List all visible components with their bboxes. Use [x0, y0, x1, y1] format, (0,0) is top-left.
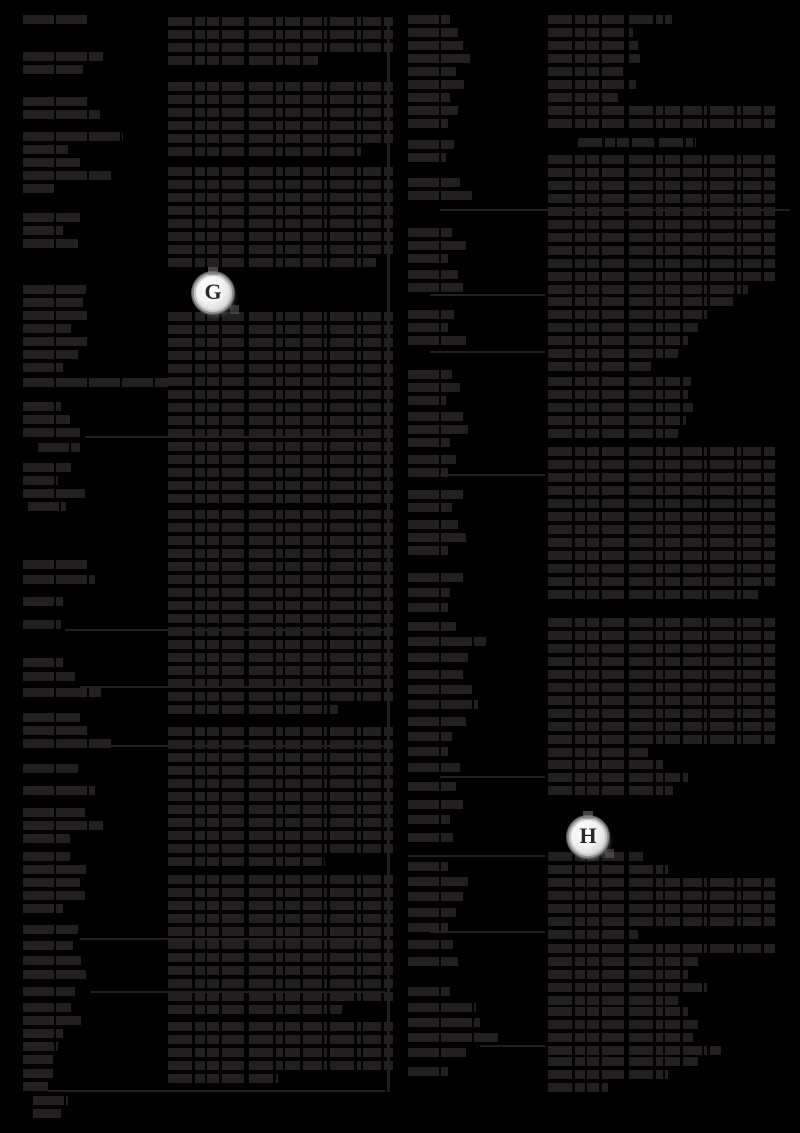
definition-text-line	[548, 80, 636, 89]
definition-text-line	[168, 992, 393, 1001]
definition-text-line	[168, 831, 393, 840]
definition-text-line	[168, 510, 393, 519]
leader-rule	[80, 686, 380, 688]
term-text-line	[408, 54, 470, 63]
term-text-line	[23, 324, 71, 333]
definition-text-line	[548, 538, 775, 547]
definition-text-line	[168, 523, 393, 532]
definition-text-line	[168, 442, 393, 451]
term-text-line	[33, 1096, 68, 1105]
term-text-line	[408, 957, 458, 966]
term-text-line	[23, 1082, 48, 1091]
definition-text-line	[548, 748, 648, 757]
term-text-line	[408, 670, 463, 679]
term-text-line	[23, 65, 83, 74]
term-text-line	[23, 891, 85, 900]
definition-text-line	[548, 1046, 721, 1055]
definition-text-line	[168, 805, 393, 814]
definition-text-line	[548, 349, 678, 358]
definition-text-line	[548, 709, 775, 718]
term-text-line	[408, 412, 463, 421]
definition-text-line	[168, 953, 393, 962]
definition-text-line	[548, 499, 775, 508]
definition-text-line	[548, 564, 775, 573]
definition-text-line	[578, 138, 696, 147]
definition-text-line	[548, 323, 698, 332]
term-text-line	[408, 336, 466, 345]
definition-text-line	[168, 1048, 393, 1057]
term-text-line	[408, 191, 473, 200]
term-text-line	[408, 1048, 466, 1057]
definition-text-line	[548, 904, 775, 913]
definition-text-line	[548, 773, 688, 782]
definition-text-line	[168, 857, 325, 866]
definition-text-line	[548, 657, 775, 666]
term-text-line	[408, 15, 450, 24]
definition-text-line	[548, 722, 775, 731]
term-text-line	[23, 956, 81, 965]
definition-text-line	[168, 193, 393, 202]
definition-text-line	[548, 1033, 693, 1042]
term-text-line	[23, 672, 75, 681]
term-text-line	[33, 1109, 61, 1118]
term-text-line	[23, 575, 95, 584]
definition-text-line	[548, 377, 691, 386]
definition-text-line	[168, 753, 393, 762]
term-text-line	[408, 588, 450, 597]
definition-text-line	[168, 108, 393, 117]
term-text-line	[408, 1067, 448, 1076]
definition-text-line	[168, 601, 393, 610]
definition-text-line	[548, 760, 663, 769]
definition-text-line	[168, 167, 393, 176]
leader-rule	[440, 209, 790, 211]
term-text-line	[408, 717, 466, 726]
section-h-medallion	[567, 816, 609, 858]
definition-text-line	[168, 692, 393, 701]
term-text-line	[23, 941, 73, 950]
definition-text-line	[548, 220, 775, 229]
term-text-line	[408, 425, 468, 434]
definition-text-line	[168, 364, 393, 373]
term-text-line	[408, 438, 450, 447]
definition-text-line	[548, 735, 775, 744]
definition-text-line	[168, 180, 393, 189]
term-text-line	[408, 140, 454, 149]
definition-text-line	[168, 312, 393, 321]
section-letter-g: G	[204, 279, 222, 304]
leader-rule	[440, 776, 545, 778]
leader-rule	[65, 629, 385, 631]
definition-text-line	[548, 551, 775, 560]
term-text-line	[408, 637, 486, 646]
definition-text-line	[548, 416, 686, 425]
definition-text-line	[548, 194, 775, 203]
definition-text-line	[548, 297, 733, 306]
term-text-line	[23, 402, 61, 411]
term-text-line	[408, 383, 460, 392]
term-text-line	[23, 865, 86, 874]
term-text-line	[23, 878, 80, 887]
term-text-line	[408, 862, 448, 871]
definition-text-line	[168, 351, 393, 360]
term-text-line	[408, 67, 456, 76]
term-text-line	[23, 184, 56, 193]
definition-text-line	[548, 865, 668, 874]
definition-text-line	[548, 670, 775, 679]
definition-text-line	[168, 705, 338, 714]
section-letter-h: H	[579, 823, 597, 848]
definition-text-line	[548, 683, 775, 692]
definition-text-line	[548, 362, 651, 371]
definition-text-line	[168, 468, 393, 477]
term-text-line	[23, 597, 63, 606]
term-text-line	[408, 800, 463, 809]
definition-text-line	[548, 1007, 688, 1016]
term-text-line	[23, 378, 168, 387]
definition-text-line	[168, 792, 393, 801]
term-text-line	[408, 455, 456, 464]
term-text-line	[408, 520, 458, 529]
definition-text-line	[168, 390, 393, 399]
term-text-line	[408, 603, 448, 612]
term-text-line	[408, 241, 466, 250]
term-text-line	[408, 700, 478, 709]
term-text-line	[408, 41, 463, 50]
definition-text-line	[168, 43, 393, 52]
term-text-line	[23, 834, 70, 843]
definition-text-line	[168, 206, 393, 215]
definition-text-line	[548, 93, 618, 102]
definition-text-line	[168, 875, 393, 884]
definition-text-line	[548, 512, 775, 521]
term-text-line	[23, 1029, 63, 1038]
term-text-line	[23, 363, 63, 372]
definition-text-line	[168, 30, 393, 39]
definition-text-line	[168, 888, 393, 897]
definition-text-line	[168, 338, 393, 347]
definition-text-line	[548, 618, 775, 627]
term-text-line	[23, 1055, 53, 1064]
definition-text-line	[168, 562, 393, 571]
definition-text-line	[168, 481, 393, 490]
definition-text-line	[168, 536, 393, 545]
term-text-line	[23, 821, 103, 830]
definition-text-line	[548, 878, 775, 887]
definition-text-line	[168, 844, 393, 853]
leader-rule	[48, 1090, 385, 1092]
definition-text-line	[168, 549, 393, 558]
definition-text-line	[168, 766, 393, 775]
term-text-line	[408, 763, 460, 772]
definition-text-line	[168, 914, 393, 923]
term-text-line	[408, 503, 452, 512]
leader-rule	[85, 436, 365, 438]
term-text-line	[23, 658, 63, 667]
term-text-line	[408, 908, 456, 917]
definition-text-line	[548, 41, 638, 50]
definition-text-line	[168, 927, 393, 936]
leader-rule	[90, 991, 385, 993]
definition-text-line	[168, 575, 393, 584]
definition-text-line	[168, 1022, 393, 1031]
term-text-line	[23, 110, 100, 119]
term-text-line	[23, 311, 88, 320]
definition-text-line	[548, 447, 775, 456]
definition-text-line	[548, 67, 623, 76]
definition-text-line	[548, 473, 775, 482]
term-text-line	[23, 489, 85, 498]
leader-rule	[430, 931, 545, 933]
definition-text-line	[548, 644, 775, 653]
term-text-line	[23, 298, 83, 307]
term-text-line	[23, 463, 71, 472]
definition-text-line	[168, 966, 393, 975]
term-text-line	[23, 726, 88, 735]
term-text-line	[408, 747, 448, 756]
definition-text-line	[168, 1061, 393, 1070]
leader-rule	[105, 745, 385, 747]
term-text-line	[408, 370, 452, 379]
definition-text-line	[168, 232, 393, 241]
definition-text-line	[548, 930, 638, 939]
definition-text-line	[548, 460, 775, 469]
term-text-line	[23, 1069, 53, 1078]
definition-text-line	[168, 403, 393, 412]
term-text-line	[408, 254, 448, 263]
definition-text-line	[548, 891, 775, 900]
definition-text-line	[168, 666, 393, 675]
term-text-line	[23, 213, 80, 222]
term-text-line	[23, 904, 63, 913]
term-text-line	[408, 93, 450, 102]
term-text-line	[23, 476, 58, 485]
definition-text-line	[548, 944, 775, 953]
term-text-line	[408, 1003, 476, 1012]
term-text-line	[408, 1033, 498, 1042]
term-text-line	[23, 808, 85, 817]
term-text-line	[408, 732, 452, 741]
definition-text-line	[168, 121, 393, 130]
leader-rule	[480, 1045, 545, 1047]
term-text-line	[23, 1042, 58, 1051]
term-text-line	[23, 239, 78, 248]
definition-text-line	[548, 272, 775, 281]
definition-text-line	[168, 17, 393, 26]
term-text-line	[408, 80, 464, 89]
term-text-line	[23, 786, 95, 795]
definition-text-line	[548, 696, 775, 705]
term-text-line	[408, 490, 463, 499]
definition-text-line	[168, 1005, 342, 1014]
term-text-line	[408, 533, 466, 542]
definition-text-line	[548, 15, 672, 24]
term-text-line	[408, 987, 450, 996]
definition-text-line	[548, 336, 688, 345]
definition-text-line	[168, 325, 393, 334]
term-text-line	[23, 337, 88, 346]
definition-text-line	[548, 577, 775, 586]
term-text-line	[28, 502, 66, 511]
definition-text-line	[168, 134, 393, 143]
term-text-line	[408, 228, 452, 237]
term-text-line	[408, 877, 468, 886]
term-text-line	[408, 573, 463, 582]
definition-text-line	[168, 779, 393, 788]
term-text-line	[23, 739, 111, 748]
term-text-line	[23, 925, 78, 934]
leader-rule	[80, 938, 380, 940]
definition-text-line	[168, 219, 393, 228]
definition-text-line	[548, 106, 775, 115]
definition-text-line	[548, 786, 673, 795]
definition-text-line	[548, 525, 775, 534]
definition-text-line	[168, 901, 393, 910]
definition-text-line	[548, 119, 775, 128]
term-text-line	[23, 132, 123, 141]
leader-rule	[430, 294, 545, 296]
leader-rule	[430, 351, 545, 353]
term-text-line	[408, 106, 458, 115]
definition-text-line	[168, 614, 393, 623]
term-text-line	[38, 443, 80, 452]
definition-text-line	[548, 403, 693, 412]
term-text-line	[408, 833, 453, 842]
term-text-line	[23, 560, 88, 569]
term-text-line	[408, 310, 454, 319]
definition-text-line	[548, 486, 775, 495]
term-text-line	[23, 97, 88, 106]
definition-text-line	[548, 970, 688, 979]
definition-text-line	[548, 54, 640, 63]
term-text-line	[408, 178, 460, 187]
definition-text-line	[168, 494, 393, 503]
definition-text-line	[168, 82, 393, 91]
term-text-line	[408, 622, 456, 631]
term-text-line	[408, 28, 458, 37]
definition-text-line	[548, 1070, 668, 1079]
definition-text-line	[548, 429, 678, 438]
definition-text-line	[548, 310, 708, 319]
term-text-line	[23, 226, 63, 235]
definition-text-line	[548, 1083, 608, 1092]
term-text-line	[408, 940, 453, 949]
term-text-line	[408, 396, 446, 405]
term-text-line	[23, 145, 68, 154]
term-text-line	[23, 688, 101, 697]
term-text-line	[23, 713, 80, 722]
definition-text-line	[548, 957, 698, 966]
definition-text-line	[168, 640, 393, 649]
term-text-line	[23, 970, 86, 979]
definition-text-line	[168, 940, 393, 949]
definition-text-line	[168, 245, 393, 254]
term-text-line	[408, 1018, 480, 1027]
term-text-line	[23, 1016, 81, 1025]
definition-text-line	[548, 155, 775, 164]
term-text-line	[23, 415, 70, 424]
term-text-line	[23, 852, 70, 861]
definition-text-line	[168, 979, 393, 988]
definition-text-line	[168, 588, 393, 597]
definition-text-line	[548, 983, 708, 992]
definition-text-line	[168, 258, 376, 267]
leader-rule	[440, 474, 545, 476]
leader-rule	[408, 855, 545, 857]
term-text-line	[408, 270, 458, 279]
definition-text-line	[548, 285, 748, 294]
definition-text-line	[548, 259, 775, 268]
term-text-line	[408, 892, 463, 901]
section-g-medallion	[192, 272, 234, 314]
term-text-line	[408, 815, 450, 824]
term-text-line	[23, 620, 61, 629]
definition-text-line	[548, 246, 775, 255]
definition-text-line	[168, 377, 393, 386]
term-text-line	[408, 685, 473, 694]
definition-text-line	[548, 631, 775, 640]
definition-text-line	[548, 996, 678, 1005]
term-text-line	[23, 764, 78, 773]
term-text-line	[408, 283, 463, 292]
term-text-line	[408, 782, 456, 791]
definition-text-line	[168, 727, 393, 736]
definition-text-line	[548, 1020, 698, 1029]
definition-text-line	[548, 590, 758, 599]
term-text-line	[23, 15, 88, 24]
term-text-line	[23, 350, 78, 359]
definition-text-line	[168, 147, 362, 156]
definition-text-line	[168, 1074, 278, 1083]
definition-text-line	[548, 233, 775, 242]
definition-text-line	[548, 181, 775, 190]
column-divider-rule	[387, 18, 390, 1092]
definition-text-line	[168, 56, 318, 65]
definition-text-line	[548, 168, 775, 177]
definition-text-line	[548, 917, 775, 926]
term-text-line	[408, 546, 448, 555]
definition-text-line	[548, 28, 633, 37]
term-text-line	[23, 428, 80, 437]
definition-text-line	[168, 653, 393, 662]
definition-text-line	[168, 455, 393, 464]
term-text-line	[23, 52, 103, 61]
term-text-line	[408, 119, 448, 128]
definition-text-line	[168, 416, 393, 425]
term-text-line	[23, 158, 80, 167]
term-text-line	[408, 323, 448, 332]
term-text-line	[408, 653, 468, 662]
term-text-line	[23, 285, 86, 294]
term-text-line	[23, 171, 111, 180]
definition-text-line	[168, 1035, 393, 1044]
term-text-line	[23, 987, 75, 996]
definition-text-line	[168, 95, 393, 104]
definition-text-line	[548, 390, 688, 399]
term-text-line	[23, 1003, 71, 1012]
term-text-line	[408, 153, 446, 162]
definition-text-line	[168, 818, 393, 827]
definition-text-line	[548, 1057, 698, 1066]
